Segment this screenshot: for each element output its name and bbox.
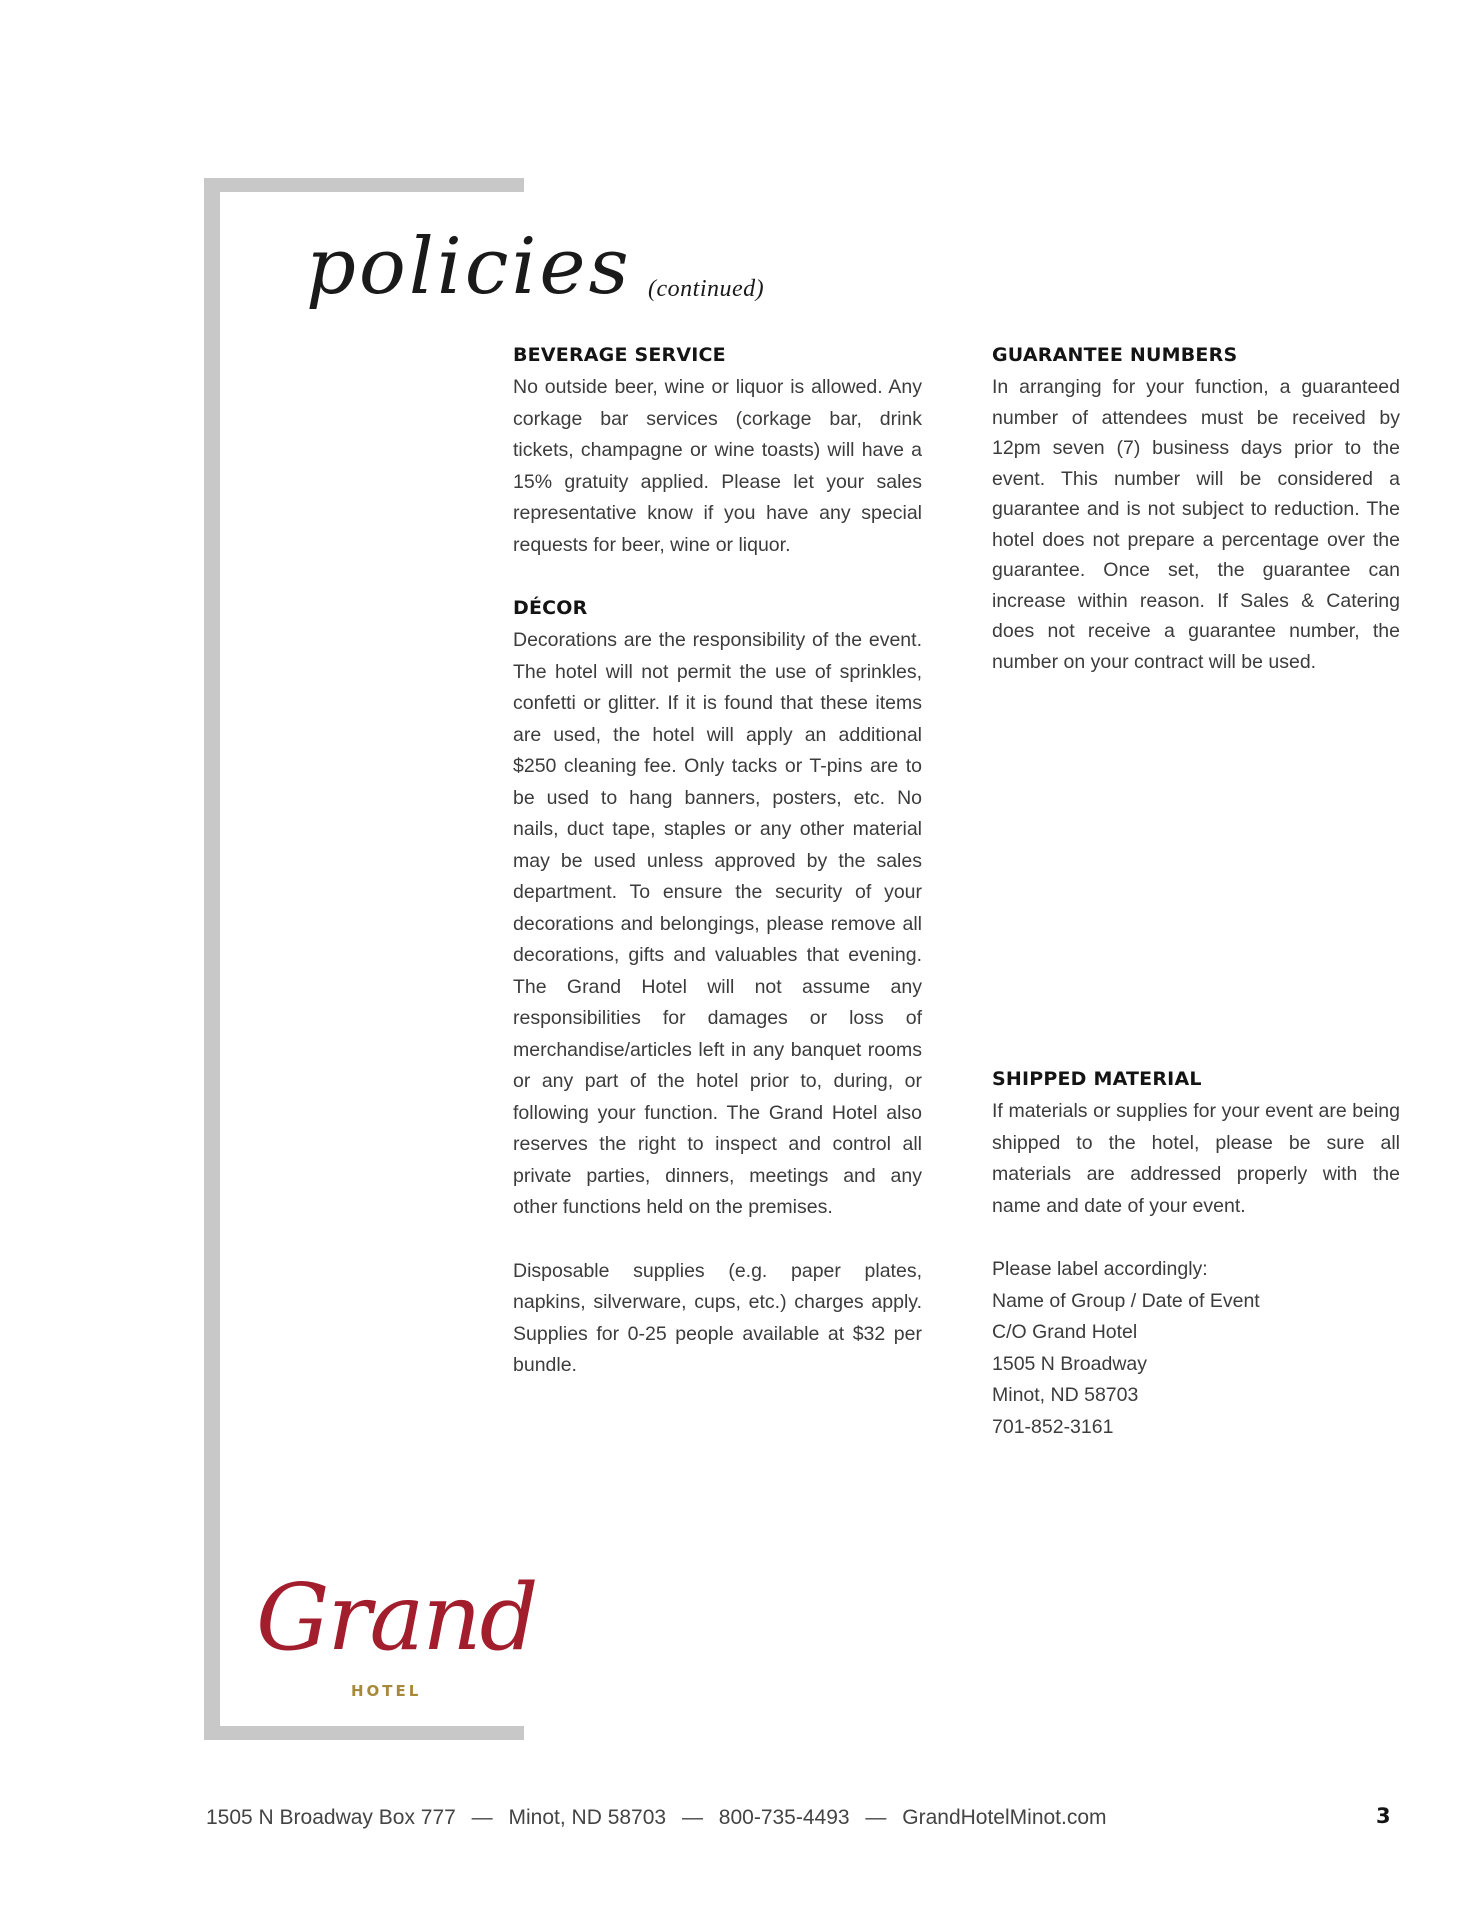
page-subtitle: (continued) (648, 276, 765, 302)
frame-left-bar (204, 178, 220, 1740)
guarantee-body: In arranging for your function, a guaranteed number of attendees must be received by 12pm seven (7) business days prior to the event. This number will be considered a guarantee and is not subject to reduction. The hotel does not prepare a percentage over the guarantee. Once set, the guarantee can increase within reason. If Sales & Catering does not receive a guarantee number, the number on your contract will be used. (992, 376, 1400, 673)
left-column (513, 344, 922, 1382)
decor-body: Decorations are the responsibility of the event. The hotel will not permit the use of sprinkles, confetti or glitter. If it is found that these items are used, the hotel will apply an additional $250 cleaning fee. Only tacks or T-pins are to be used to hang banners, posters, etc. No nails, duct tape, staples or any other material may be used unless approved by the sales department. To ensure the security of your decorations and belongings, please remove all decorations, gifts and valuables that evening. The Grand Hotel will not assume any responsibilities for damages or loss of merchandise/articles left in any banquet rooms or any part of the hotel prior to, during, or following your function. The Grand Hotel also reserves the right to inspect and control all private parties, dinners, meetings and any other functions held on the premises. (513, 629, 922, 1218)
frame-bottom-bar (204, 1726, 524, 1740)
logo-script: Grand (256, 1564, 537, 1671)
label-line: 701-852-3161 (992, 1415, 1114, 1438)
footer-phone: 800-735-4493 (718, 1806, 850, 1829)
beverage-service-body: No outside beer, wine or liquor is allowed. Any corkage bar services (corkage bar, drink tickets, champagne or wine toasts) will have a 15% gratuity applied. Please let your sales representative know if you have any special requests for beer, wine or liquor. (513, 376, 922, 556)
frame-top-bar (204, 178, 524, 192)
shipped-material-heading: SHIPPED MATERIAL (992, 1068, 1202, 1090)
label-line: Minot, ND 58703 (992, 1384, 1139, 1406)
footer-website: GrandHotelMinot.com (902, 1806, 1107, 1829)
footer-separator: — (471, 1806, 493, 1829)
grand-hotel-logo (256, 1564, 537, 1722)
label-intro: Please label accordingly: (992, 1258, 1208, 1280)
page-number: 3 (1376, 1804, 1391, 1828)
footer-city: Minot, ND 58703 (508, 1806, 667, 1829)
shipped-material-section (992, 1068, 1400, 1443)
footer-separator: — (865, 1806, 887, 1829)
decor-heading: DÉCOR (513, 597, 588, 619)
beverage-service-heading: BEVERAGE SERVICE (513, 344, 726, 366)
guarantee-heading: GUARANTEE NUMBERS (992, 344, 1238, 366)
footer (206, 1806, 1107, 1830)
label-line: Name of Group / Date of Event (992, 1289, 1260, 1312)
decor-supplies-body: Disposable supplies (e.g. paper plates, napkins, silverware, cups, etc.) charges apply. Supplies for 0-25 people available at $32 per bundle. (513, 1259, 922, 1376)
logo-subtext: HOTEL (351, 1682, 422, 1700)
label-line: 1505 N Broadway (992, 1352, 1148, 1375)
label-line: C/O Grand Hotel (992, 1321, 1138, 1343)
decor-section (513, 597, 922, 1382)
shipped-material-body: If materials or supplies for your event are being shipped to the hotel, please be sure all materials are addressed properly with the name and date of your event. (992, 1100, 1400, 1217)
page-title: policies (306, 222, 632, 312)
footer-address: 1505 N Broadway Box 777 (206, 1806, 456, 1829)
beverage-service-section (513, 344, 922, 561)
footer-separator: — (681, 1806, 703, 1829)
guarantee-section (992, 344, 1400, 677)
